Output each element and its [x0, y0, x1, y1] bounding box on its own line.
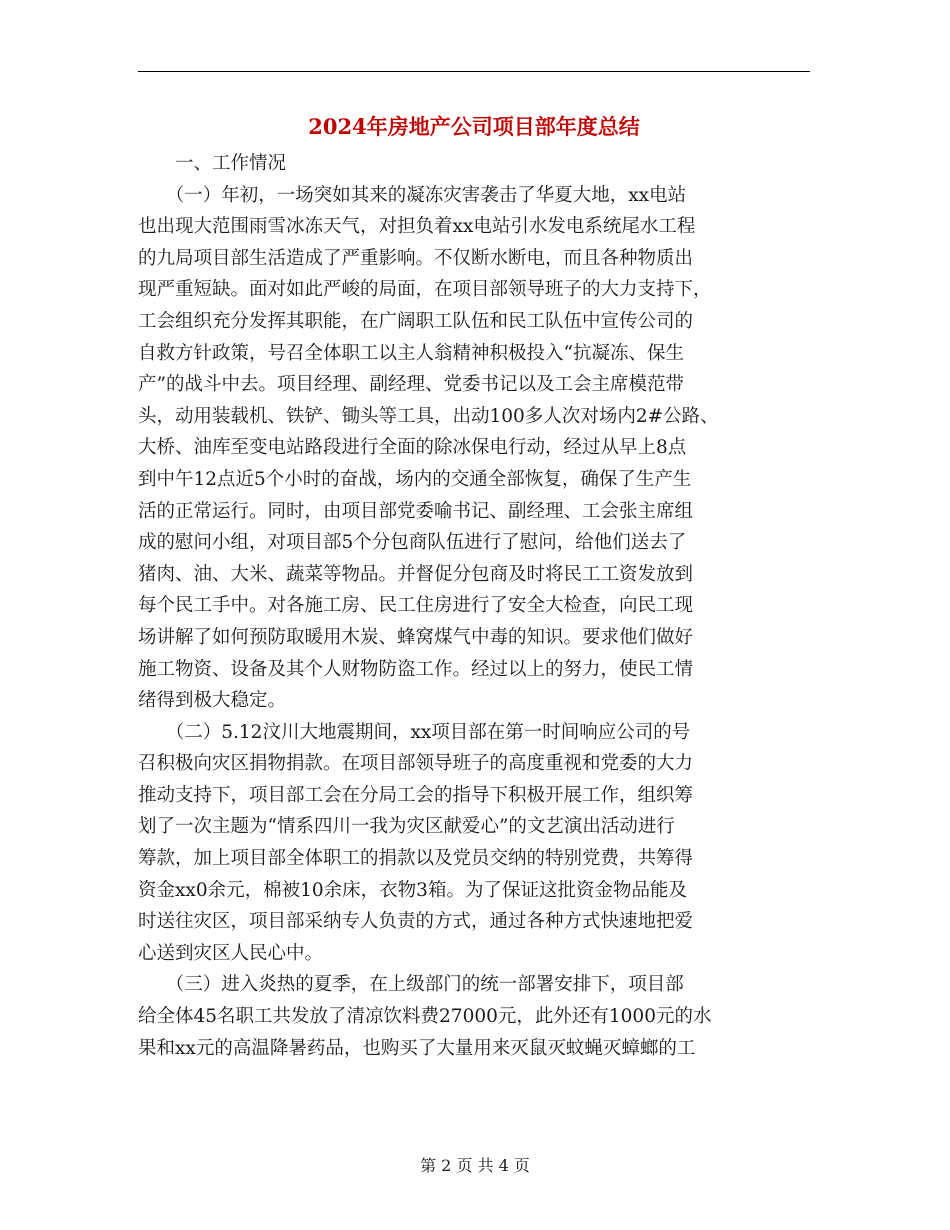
text-line: 的九局项目部生活造成了严重影响。不仅断水断电，而且各种物质出 — [138, 247, 694, 269]
text-line: 工会组织充分发挥其职能，在广阔职工队伍和民工队伍中宣传公司的 — [138, 310, 694, 332]
text-line: 自救方针政策，号召全体职工以主人翁精神积极投入“抗凝冻、保生 — [138, 342, 684, 364]
text-line: 给全体45名职工共发放了清凉饮料费27000元，此外还有1000元的水 — [138, 1006, 712, 1028]
document-title: 2024年房地产公司项目部年度总结 — [308, 114, 640, 139]
text-line: 场讲解了如何预防取暖用木炭、蜂窝煤气中毒的知识。要求他们做好 — [138, 626, 694, 648]
text-line: 果和xx元的高温降暑药品，也购买了大量用来灭鼠灭蚊蝇灭蟑螂的工 — [138, 1037, 696, 1059]
text-line: 活的正常运行。同时，由项目部党委喻书记、副经理、工会张主席组 — [138, 500, 694, 522]
text-line: 猪肉、油、大米、蔬菜等物品。并督促分包商及时将民工工资发放到 — [138, 563, 694, 585]
text-line: （一）年初，一场突如其来的凝冻灾害袭击了华夏大地，xx电站 — [138, 184, 687, 206]
text-line: 一、工作情况 — [138, 153, 287, 174]
text-line: 大桥、油库至变电站路段进行全面的除冰保电行动，经过从早上8点 — [138, 437, 687, 459]
text-line: 资金xx0余元，棉被10余床，衣物3箱。为了保证这批资金物品能及 — [138, 879, 687, 901]
text-line: 时送往灾区，项目部采纳专人负责的方式，通过各种方式快速地把爱 — [138, 911, 694, 933]
text-line: 到中午12点近5个小时的奋战，场内的交通全部恢复，确保了生产生 — [138, 468, 692, 490]
text-line: 召积极向灾区捐物捐款。在项目部领导班子的高度重视和党委的大力 — [138, 753, 694, 775]
text-line: （三）进入炎热的夏季，在上级部门的统一部署安排下，项目部 — [138, 974, 684, 996]
text-line: 头，动用装载机、铁铲、锄头等工具，出动100多人次对场内2#公路、 — [138, 405, 719, 427]
text-line: 施工物资、设备及其个人财物防盗工作。经过以上的努力，使民工情 — [138, 658, 694, 680]
text-line: （二）5.12汶川大地震期间，xx项目部在第一时间响应公司的号 — [138, 721, 691, 743]
text-line: 也出现大范围雨雪冰冻天气，对担负着xx电站引水发电系统尾水工程 — [138, 216, 696, 238]
text-line: 现严重短缺。面对如此严峻的局面，在项目部领导班子的大力支持下， — [138, 279, 712, 301]
text-line: 每个民工手中。对各施工房、民工住房进行了安全大检查，向民工现 — [138, 595, 694, 617]
document-body — [138, 148, 810, 1064]
text-line: 划了一次主题为“情系四川一我为灾区献爱心”的文艺演出活动进行 — [138, 816, 675, 838]
text-line: 成的慰问小组，对项目部5个分包商队伍进行了慰问，给他们送去了 — [138, 532, 687, 554]
page-number: 第 2 页 共 4 页 — [420, 1156, 530, 1175]
text-line: 绪得到极大稳定。 — [138, 690, 287, 712]
text-line: 筹款，加上项目部全体职工的捐款以及党员交纳的特别党费，共筹得 — [138, 848, 694, 870]
header-rule — [138, 71, 810, 72]
text-line: 产”的战斗中去。项目经理、副经理、党委书记以及工会主席模范带 — [138, 374, 684, 396]
text-line: 心送到灾区人民心中。 — [138, 942, 324, 964]
text-line: 推动支持下，项目部工会在分局工会的指导下积极开展工作，组织筹 — [138, 784, 694, 806]
